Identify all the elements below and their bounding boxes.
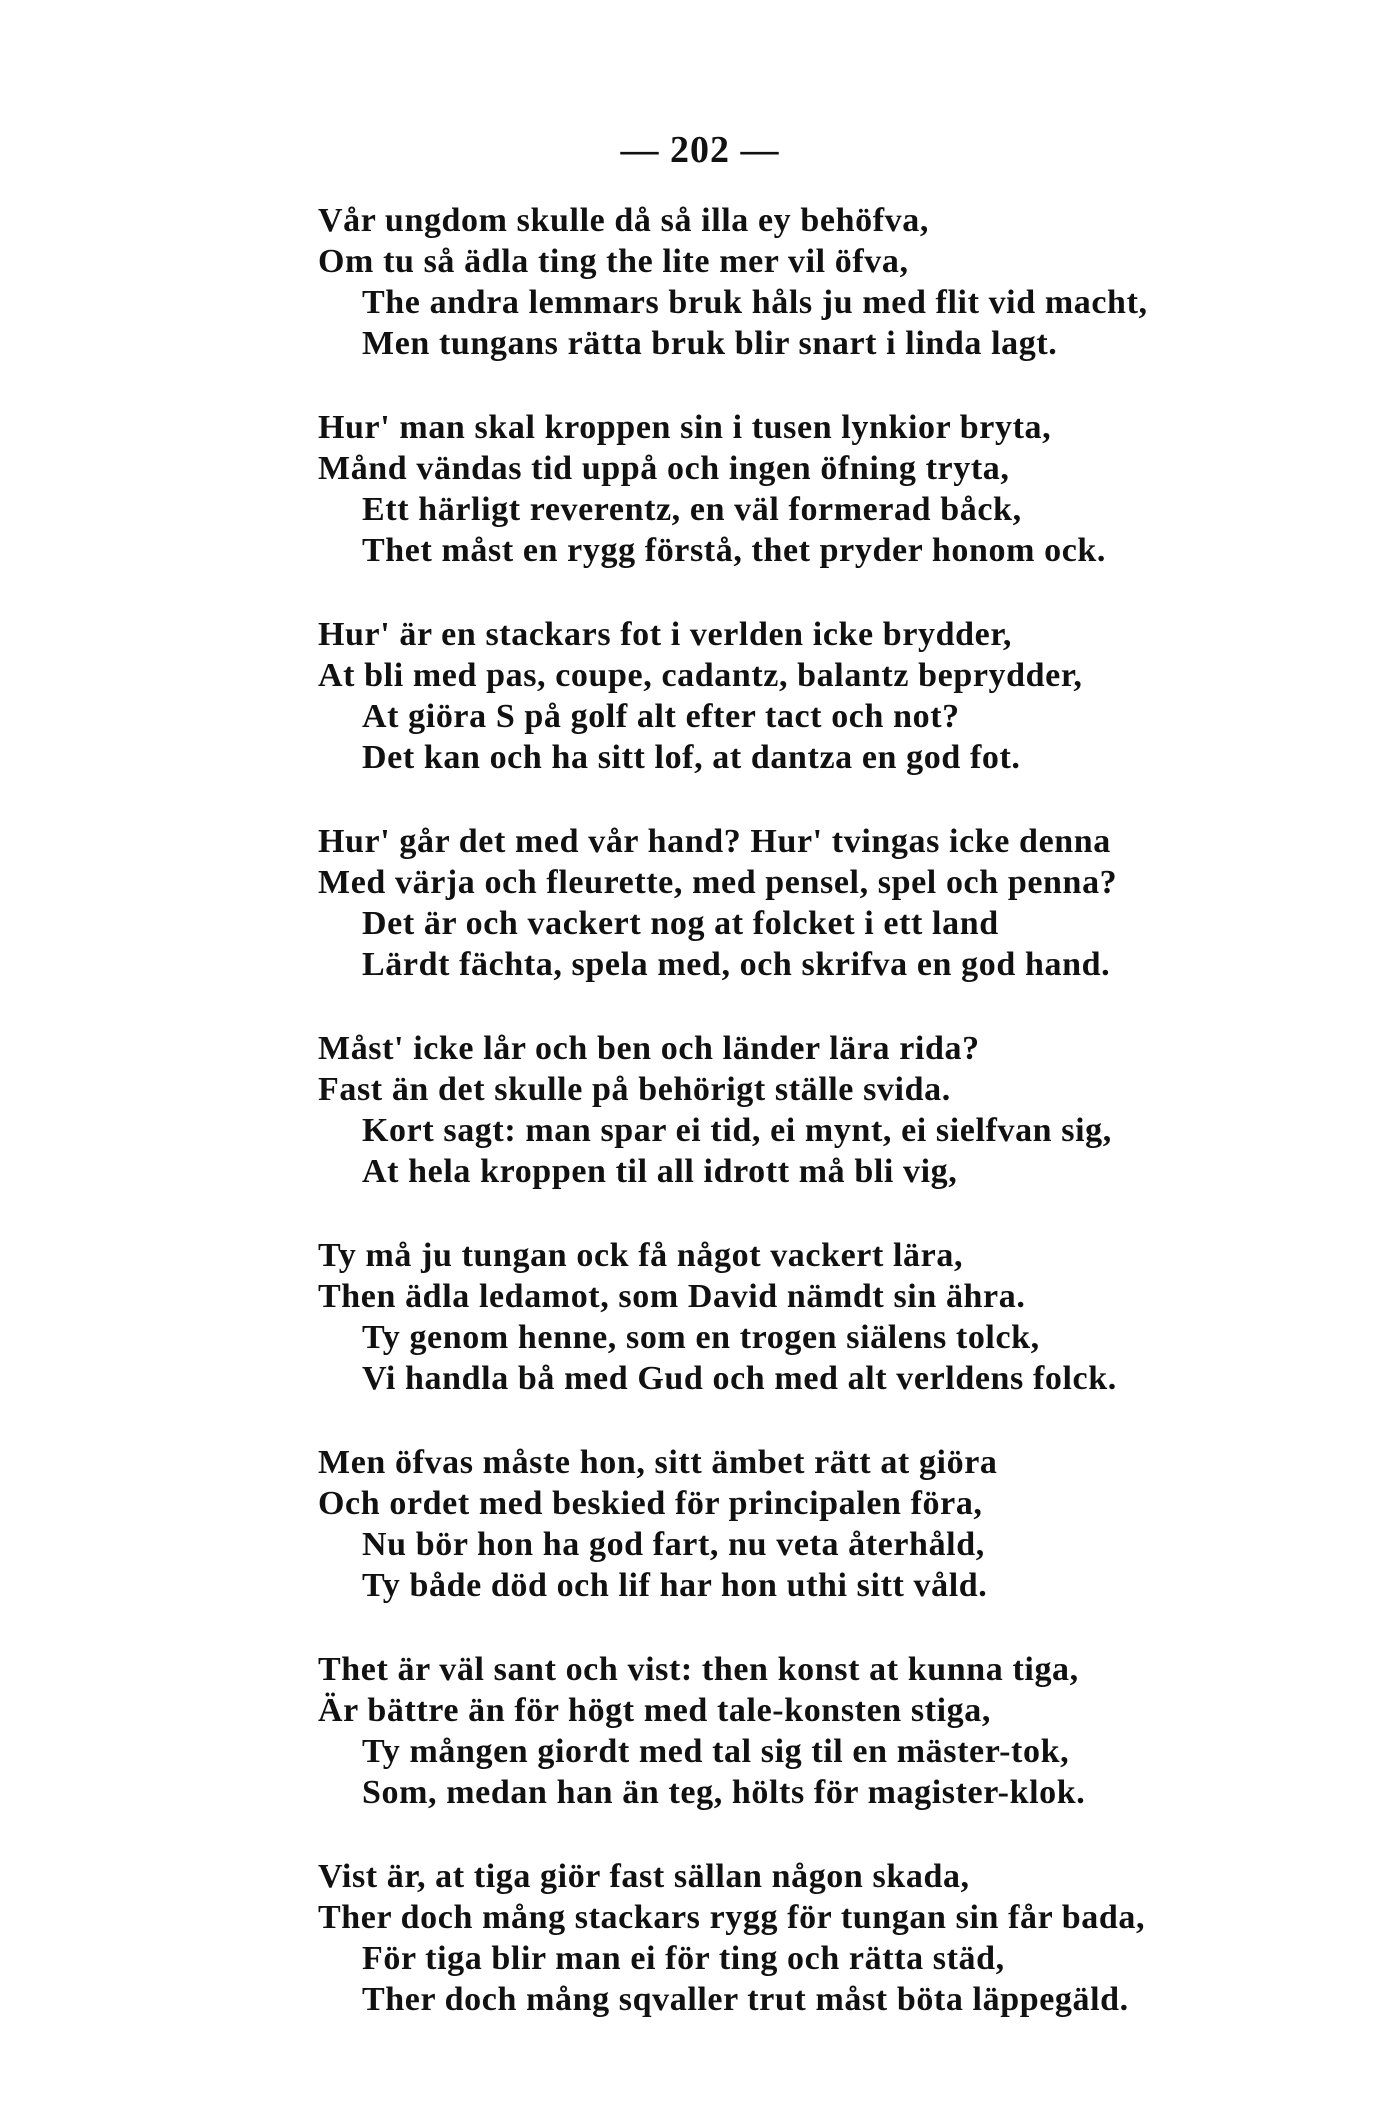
poem-line: The andra lemmars bruk håls ju med flit vid macht, [362, 284, 1148, 321]
poem-line: Ett härligt reverentz, en väl formerad båck, [362, 491, 1022, 528]
poem-line: Thet måst en rygg förstå, thet pryder honom ock. [362, 532, 1106, 569]
stanza-4 [318, 821, 1318, 1028]
poem-line: Ty må ju tungan ock få något vackert lära, [318, 1237, 964, 1274]
poem-line: Vist är, at tiga giör fast sällan någon skada, [318, 1858, 970, 1895]
stanza-7 [318, 1442, 1318, 1649]
stanza-2 [318, 407, 1318, 614]
poem-line: Det kan och ha sitt lof, at dantza en god fot. [362, 739, 1021, 776]
poem-line: Ty genom henne, som en trogen siälens tolck, [362, 1319, 1040, 1356]
poem-line: Hur' man skal kroppen sin i tusen lynkior bryta, [318, 409, 1052, 446]
poem-line: Om tu så ädla ting the lite mer vil öfva, [318, 243, 909, 280]
stanza-5 [318, 1028, 1318, 1235]
stanza-6 [318, 1235, 1318, 1442]
poem-line: At bli med pas, coupe, cadantz, balantz beprydder, [318, 657, 1083, 694]
poem-line: Men öfvas måste hon, sitt ämbet rätt at giöra [318, 1444, 998, 1481]
poem-line: Med värja och fleurette, med pensel, spel och penna? [318, 864, 1118, 901]
poem-line: Det är och vackert nog at folcket i ett land [362, 905, 999, 942]
poem-line: Ther doch mång stackars rygg för tungan sin får bada, [318, 1899, 1146, 1936]
poem-line: Vi handla bå med Gud och med alt verldens folck. [362, 1360, 1117, 1397]
poem-line: Then ädla ledamot, som David nämdt sin ähra. [318, 1278, 1026, 1315]
poem-line: Thet är väl sant och vist: then konst at kunna tiga, [318, 1651, 1079, 1688]
stanza-8 [318, 1649, 1318, 1856]
poem-line: Månd vändas tid uppå och ingen öfning tryta, [318, 450, 1010, 487]
poem-line: Ther doch mång sqvaller trut måst böta läppegäld. [362, 1981, 1129, 2018]
poem-text [318, 200, 1318, 2063]
poem-line: Hur' går det med vår hand? Hur' tvingas icke denna [318, 823, 1111, 860]
poem-line: Vår ungdom skulle då så illa ey behöfva, [318, 202, 929, 239]
poem-line: Är bättre än för högt med tale-konsten stiga, [318, 1692, 991, 1729]
poem-line: Måst' icke lår och ben och länder lära rida? [318, 1030, 980, 1067]
poem-line: Och ordet med beskied för principalen föra, [318, 1485, 983, 1522]
poem-line: At hela kroppen til all idrott må bli vig, [362, 1153, 958, 1190]
poem-line: Ty både död och lif har hon uthi sitt våld. [362, 1567, 988, 1604]
page-number: — 202 — [620, 129, 780, 171]
poem-line: Ty mången giordt med tal sig til en mäster-tok, [362, 1733, 1070, 1770]
poem-line: Hur' är en stackars fot i verlden icke brydder, [318, 616, 1012, 653]
poem-line: At giöra S på golf alt efter tact och not? [362, 698, 960, 735]
stanza-3 [318, 614, 1318, 821]
poem-line: För tiga blir man ei för ting och rätta städ, [362, 1940, 1005, 1977]
stanza-1 [318, 200, 1318, 407]
poem-line: Nu bör hon ha god fart, nu veta återhåld, [362, 1526, 985, 1563]
stanza-9 [318, 1856, 1318, 2063]
poem-line: Som, medan han än teg, hölts för magister-klok. [362, 1774, 1086, 1811]
poem-line: Fast än det skulle på behörigt ställe svida. [318, 1071, 951, 1108]
poem-line: Men tungans rätta bruk blir snart i linda lagt. [362, 325, 1058, 362]
poem-line: Lärdt fächta, spela med, och skrifva en god hand. [362, 946, 1111, 983]
poem-line: Kort sagt: man spar ei tid, ei mynt, ei sielfvan sig, [362, 1112, 1112, 1149]
